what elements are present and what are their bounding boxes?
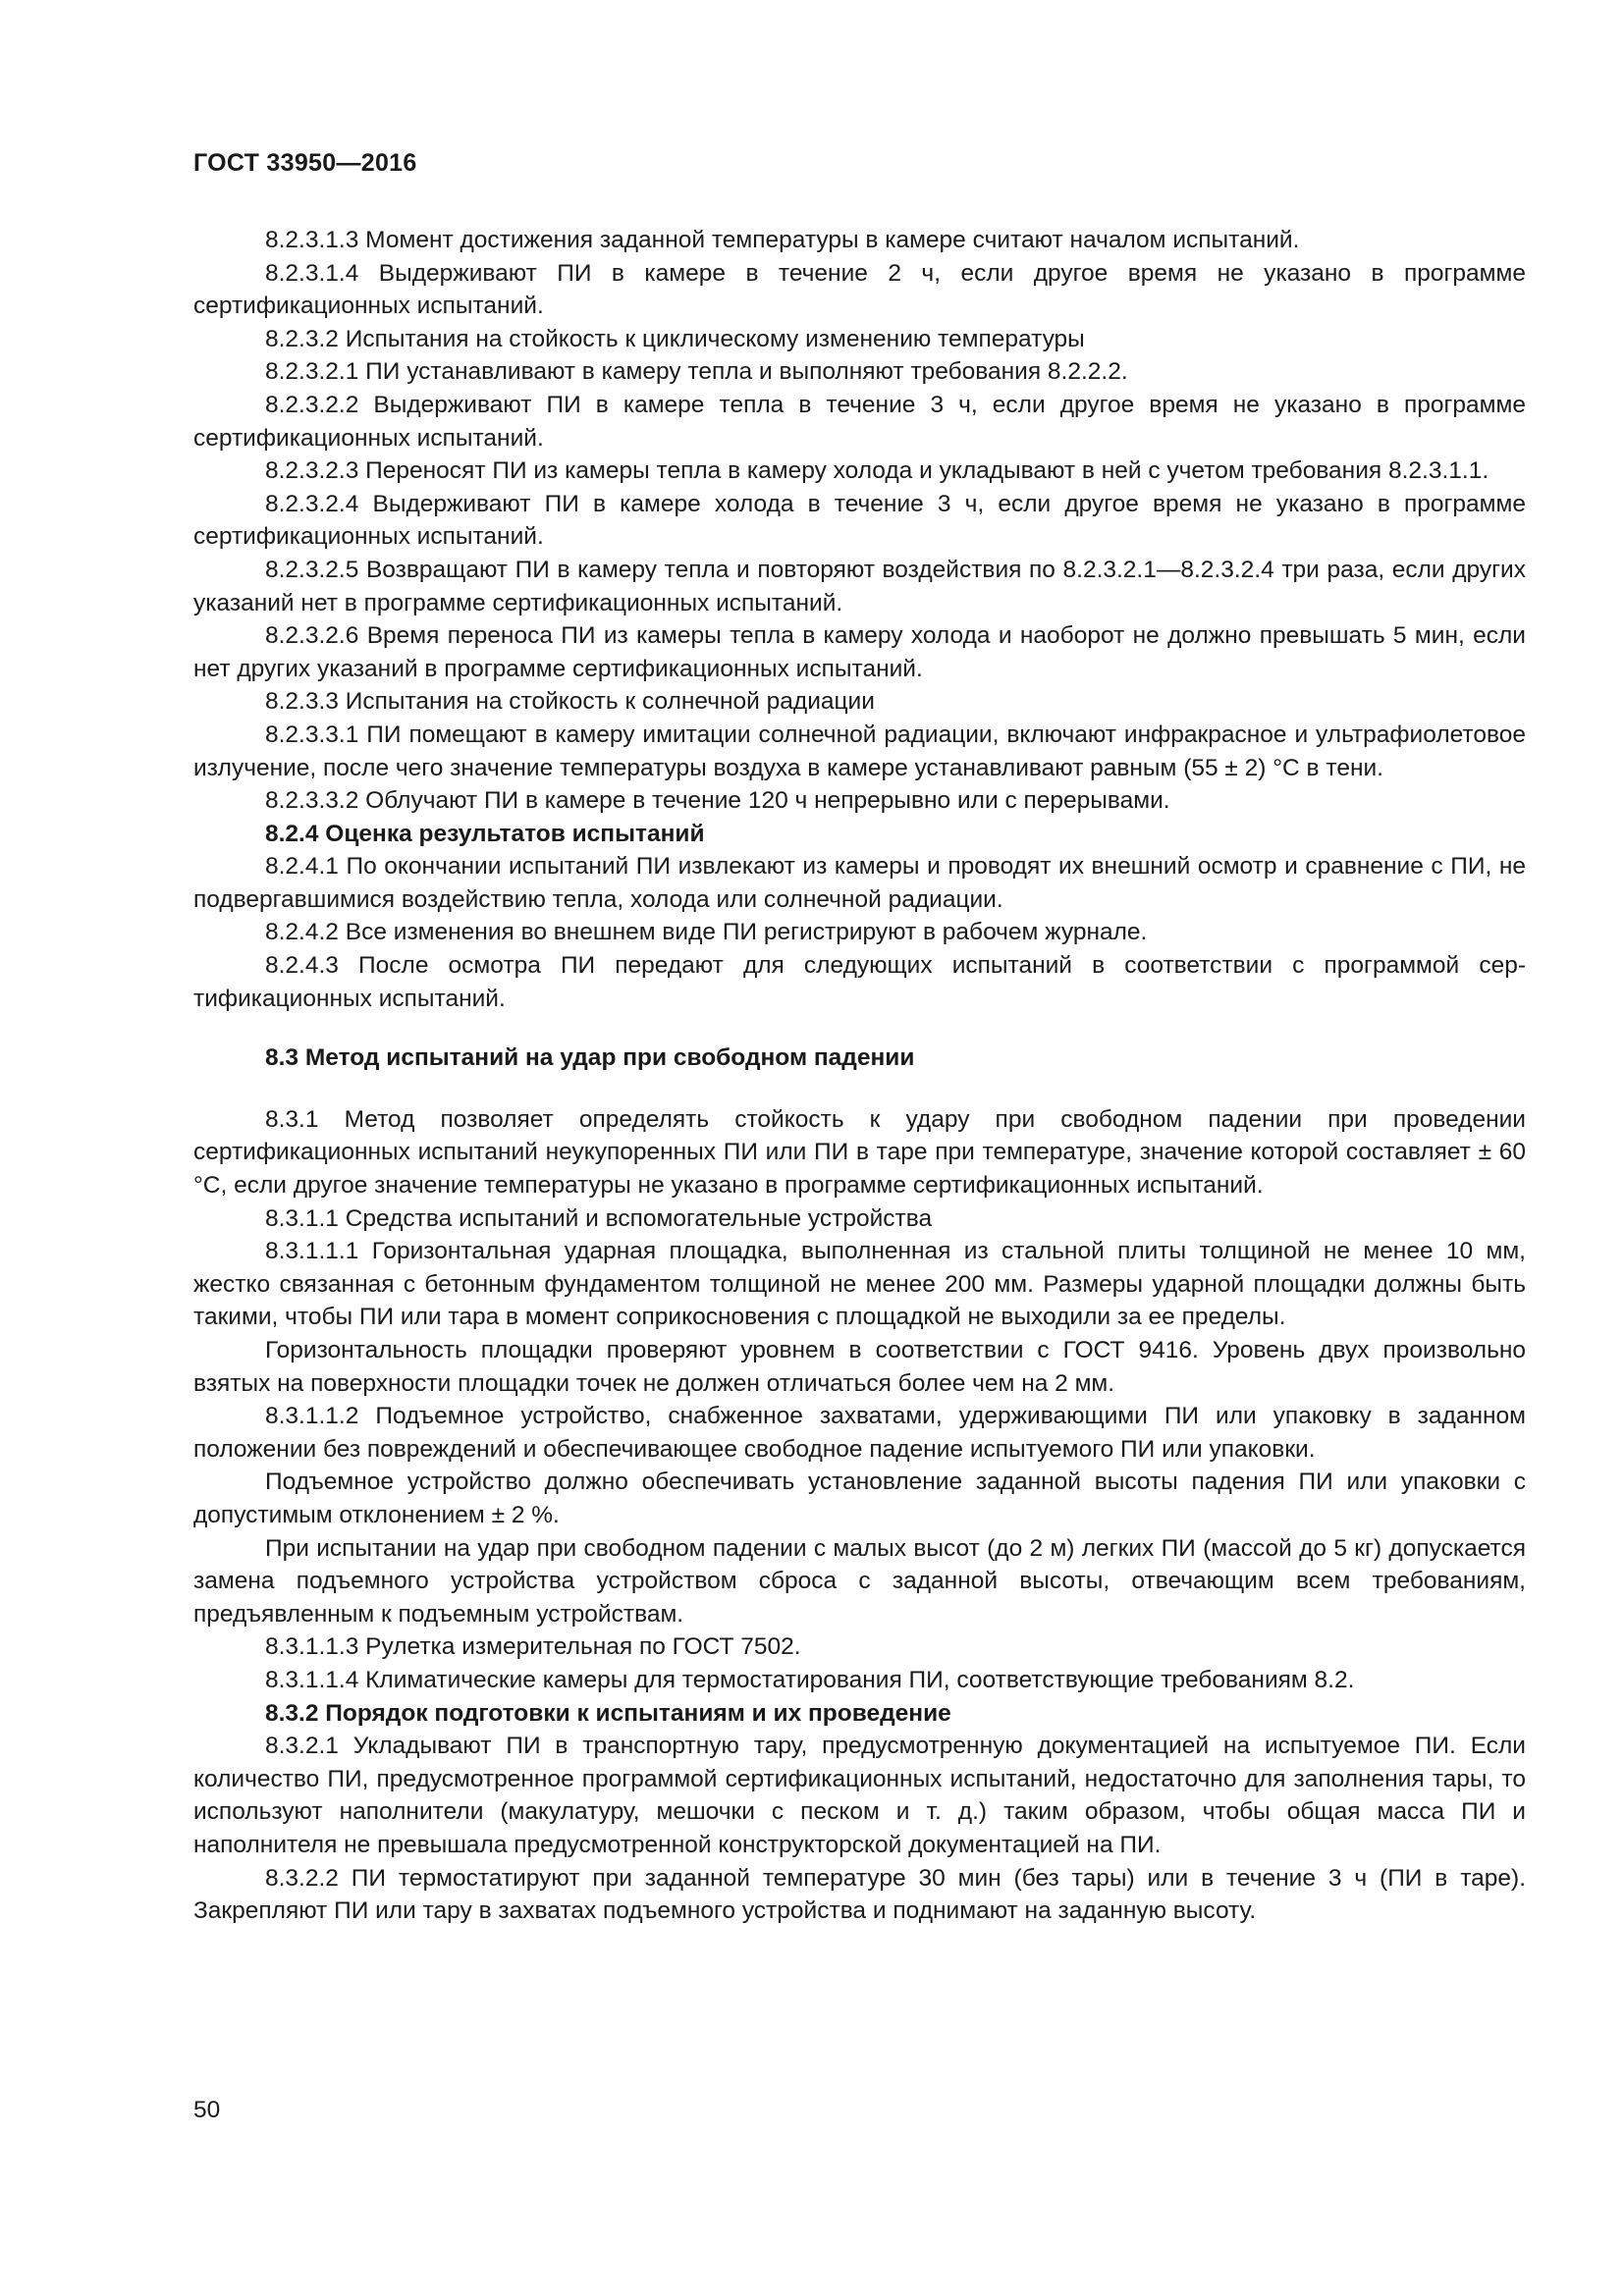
paragraph: 8.2.3.2.4 Выдерживают ПИ в камере холода в течение 3 ч, если другое время не указано в программе сертификационных испытаний.	[193, 490, 1526, 551]
paragraph: 8.2.3.3.1 ПИ помещают в камеру имитации солнечной радиации, включают инфракрасное и ультрафиолетовое излучение, после чего значение температуры воздуха в камере устанавливают равным (55 ± 2) °С в тени.	[193, 721, 1526, 781]
subsection-heading: 8.3.2 Порядок подготовки к испытаниям и их проведение	[265, 1699, 951, 1727]
paragraph: При испытании на удар при свободном падении с малых высот (до 2 м) легких ПИ (массой до 5 кг) допускается замена подъемного устройства устройством сброса с заданной высоты, отвечающим всем требованиям, предъявленным к подъемным устройствам.	[193, 1534, 1526, 1628]
paragraph: Горизонтальность площадки проверяют уровнем в соответствии с ГОСТ 9416. Уровень двух произвольно взятых на поверхности площадки точек не должен отличаться более чем на 2 мм.	[193, 1337, 1526, 1397]
paragraph: 8.3.2.2 ПИ термостатируют при заданной температуре 30 мин (без тары) или в течение 3 ч (ПИ в таре). Закрепляют ПИ или тару в захватах подъемного устройства и поднимают на заданную высоту.	[193, 1864, 1526, 1925]
paragraph: 8.3.1.1.1 Горизонтальная ударная площадка, выполненная из стальной плиты толщиной не менее 10 мм, жестко связанная с бетонным фундаментом толщиной не менее 200 мм. Размеры ударной площадки должны быть такими, чтобы ПИ или тара в момент соприкосновения с площадкой не выходили за ее пределы.	[193, 1238, 1526, 1331]
document-header: ГОСТ 33950—2016	[193, 149, 417, 177]
subsection-heading: 8.2.4 Оценка результатов испытаний	[265, 820, 705, 847]
paragraph: 8.2.3.3 Испытания на стойкость к солнечной радиации	[265, 688, 875, 716]
paragraph: 8.3.1.1.2 Подъемное устройство, снабженное захватами, удерживающими ПИ или упаковку в заданном положении без повреждений и обеспечивающее свободное падение испытуемого ПИ или упаковки.	[193, 1403, 1526, 1463]
paragraph: 8.3.1.1.4 Климатические камеры для термостатирования ПИ, соответствующие требованиям 8.2.	[265, 1666, 1355, 1693]
section-title: 8.3 Метод испытаний на удар при свободном падении	[265, 1044, 915, 1072]
paragraph: 8.2.3.2.2 Выдерживают ПИ в камере тепла в течение 3 ч, если другое время не указано в программе сертификационных испытаний.	[193, 391, 1526, 452]
paragraph: 8.2.3.2.5 Возвращают ПИ в камеру тепла и повторяют воздействия по 8.2.3.2.1—8.2.3.2.4 три раза, если других указаний нет в программе сертификационных испытаний.	[193, 556, 1526, 616]
paragraph: 8.2.3.2.3 Переносят ПИ из камеры тепла в камеру холода и укладывают в ней с учетом требования 8.2.3.1.1.	[265, 457, 1489, 485]
paragraph: 8.3.1.1 Средства испытаний и вспомогательные устройства	[265, 1204, 933, 1232]
page-number: 50	[193, 2097, 221, 2123]
paragraph: 8.2.4.2 Все изменения во внешнем виде ПИ регистрируют в рабочем журнале.	[265, 919, 1148, 946]
paragraph: 8.3.2.1 Укладывают ПИ в транспортную тару, предусмотренную документацией на испытуемое ПИ. Если количество ПИ, предусмотренное программой сертификационных испытаний, недостаточно для заполнения тары, то используют наполнители (макулатуру, мешочки с песком и т. д.) таким образом, чтобы общая масса ПИ и наполнителя не превышала предусмотренной конструкторской документацией на ПИ.	[193, 1733, 1526, 1858]
paragraph: 8.2.3.3.2 Облучают ПИ в камере в течение 120 ч непрерывно или с перерывами.	[265, 787, 1170, 815]
paragraph: 8.2.3.1.4 Выдерживают ПИ в камере в течение 2 ч, если другое время не указано в программе сертификационных испытаний.	[193, 259, 1526, 320]
paragraph: 8.2.4.1 По окончании испытаний ПИ извлекают из камеры и проводят их внешний осмотр и сравнение с ПИ, не подвергавшимися воздействию тепла, холода или солнечной радиации.	[193, 853, 1526, 913]
paragraph: 8.2.4.3 После осмотра ПИ передают для следующих испытаний в соответствии с программой сертификационных испытаний.	[193, 952, 1526, 1012]
paragraph: 8.3.1 Метод позволяет определять стойкость к удару при свободном падении при проведении сертификационных испытаний неукупоренных ПИ или ПИ в таре при температуре, значение которой составляет ± 60 °С, если другое значение температуры не указано в программе сертификационных испытаний.	[193, 1105, 1526, 1200]
paragraph: Подъемное устройство должно обеспечивать установление заданной высоты падения ПИ или упаковки с допустимым отклонением ± 2 %.	[193, 1468, 1526, 1528]
document-body	[193, 224, 1526, 1928]
paragraph: 8.2.3.2 Испытания на стойкость к циклическому изменению температуры	[265, 325, 1085, 352]
paragraph: 8.3.1.1.3 Рулетка измерительная по ГОСТ 7502.	[265, 1633, 801, 1661]
paragraph: 8.2.3.1.3 Момент достижения заданной температуры в камере считают началом испытаний.	[265, 227, 1300, 253]
paragraph: 8.2.3.2.1 ПИ устанавливают в камеру тепла и выполняют требования 8.2.2.2.	[265, 358, 1128, 386]
paragraph: 8.2.3.2.6 Время переноса ПИ из камеры тепла в камеру холода и наоборот не должно превышать 5 мин, если нет других указаний в программе сертификационных испытаний.	[193, 622, 1526, 682]
